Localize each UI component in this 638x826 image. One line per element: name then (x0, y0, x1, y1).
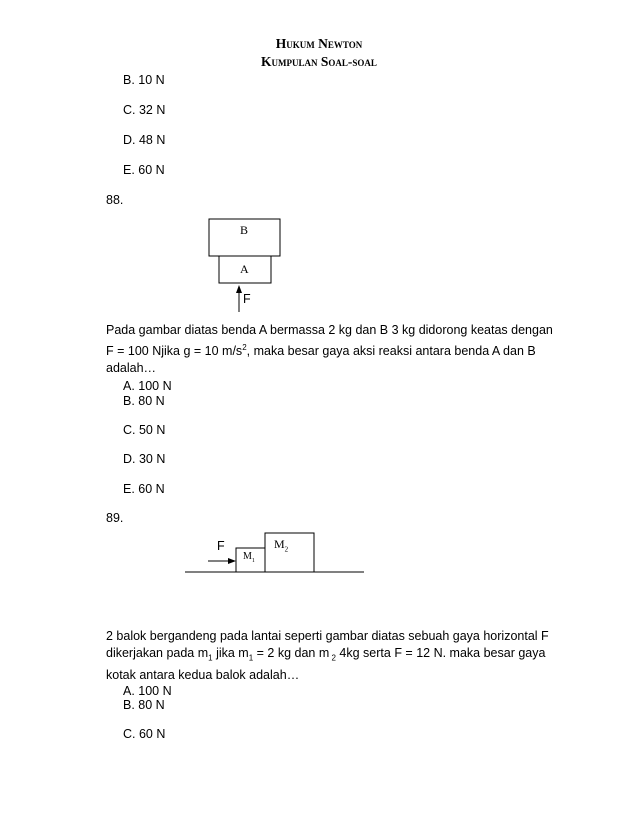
q89-subscript: 1 (208, 653, 213, 663)
q89-text-part: = 2 kg dan m (253, 646, 330, 660)
question-89-number: 89. (106, 511, 124, 525)
m1-subscript: 1 (251, 558, 255, 564)
prev-option-d: D. 48 N (123, 133, 166, 147)
question-89-line-3: kotak antara kedua balok adalah… (106, 667, 300, 682)
q89-text-part: jika m (212, 646, 249, 660)
q88-option-a: A. 100 N (123, 379, 172, 393)
m2-subscript: 2 (284, 545, 289, 554)
label-block-a: A (240, 262, 249, 276)
m2-letter: M (274, 537, 285, 551)
question-88-line-2 (106, 339, 562, 360)
header-title: Hukum Newton (275, 36, 363, 51)
q88-superscript: 2 (242, 343, 247, 352)
q89-option-b: B. 80 N (123, 698, 165, 712)
q88-option-c: C. 50 N (123, 423, 166, 437)
m1-letter: M (243, 551, 252, 562)
question-88-line-3: adalah… (106, 361, 157, 376)
label-block-b: B (240, 223, 249, 237)
q89-text-part: 4kg serta F = 12 N. maka besar gaya (335, 646, 546, 660)
header-subtitle: Kumpulan Soal-soal (261, 54, 377, 69)
q89-subscript: 1 (248, 653, 254, 663)
q89-option-a: A. 100 N (123, 684, 172, 698)
q88-text-part: F = 100 Njika g = 10 m/s (106, 344, 243, 359)
force-arrowhead-89 (228, 558, 236, 564)
q88-text-part: , maka besar gaya aksi reaksi antara benda A dan B (246, 344, 536, 359)
q89-text-part: dikerjakan pada m (106, 646, 209, 660)
prev-option-b: B. 10 N (123, 73, 165, 87)
question-89-text (106, 628, 562, 684)
q88-option-d: D. 30 N (123, 452, 166, 466)
question-89-line-1: 2 balok bergandeng pada lantai seperti gambar diatas sebuah gaya horizontal F (106, 629, 549, 643)
label-block-m1 (243, 551, 255, 564)
question-88-text (106, 322, 562, 377)
label-force-89: F (217, 539, 225, 553)
label-force-88: F (243, 292, 251, 306)
q88-option-e: E. 60 N (123, 482, 165, 496)
q88-option-b: B. 80 N (123, 394, 165, 408)
prev-option-c: C. 32 N (123, 103, 166, 117)
q89-subscript: 2 (329, 653, 336, 663)
question-88-number: 88. (106, 193, 124, 207)
label-block-m2 (274, 537, 288, 553)
q89-option-c: C. 60 N (123, 727, 166, 741)
prev-option-e: E. 60 N (123, 163, 165, 177)
question-89-line-2 (106, 645, 562, 667)
block-m2 (265, 533, 314, 572)
force-arrowhead-88 (236, 285, 242, 293)
question-88-line-1: Pada gambar diatas benda A bermassa 2 kg dan B 3 kg didorong keatas dengan (106, 323, 553, 337)
